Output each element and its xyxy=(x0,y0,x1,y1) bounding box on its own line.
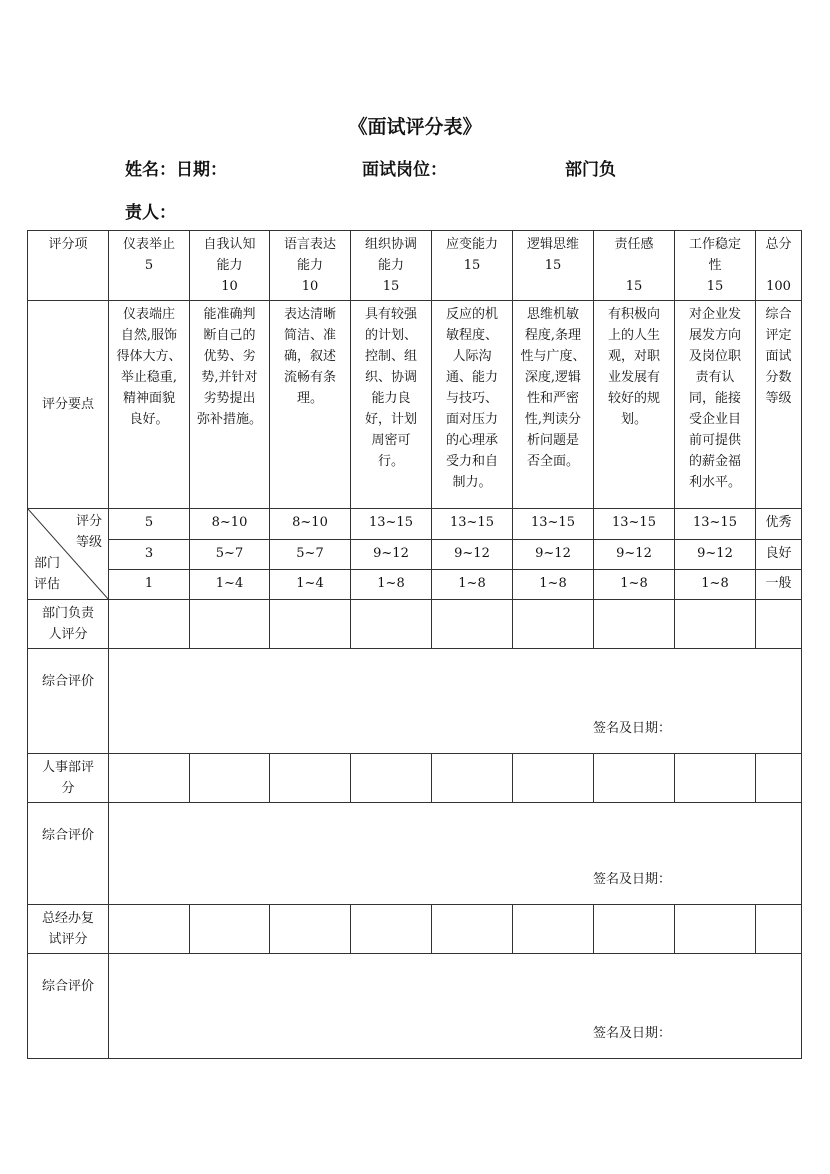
grade-row xyxy=(28,509,802,540)
score-input-cell[interactable] xyxy=(109,754,190,803)
grade-cell: 9~12 xyxy=(675,540,756,570)
grade-cell: 5~7 xyxy=(190,540,270,570)
overall-row xyxy=(28,803,802,905)
score-input-cell[interactable] xyxy=(190,905,270,954)
row-label-item: 评分项 xyxy=(28,231,109,301)
score-input-cell[interactable] xyxy=(432,754,513,803)
score-input-cell[interactable] xyxy=(270,905,351,954)
points-cell: 反应的机 敏程度、 人际沟 通、能力 与技巧、 面对压力 的心理承 受力和自 制力。 xyxy=(432,301,513,509)
hr-score-row xyxy=(28,754,802,803)
score-input-cell[interactable] xyxy=(351,754,432,803)
score-input-cell[interactable] xyxy=(756,754,802,803)
row-label-overall: 综合评价 xyxy=(28,649,109,754)
score-input-cell[interactable] xyxy=(513,754,594,803)
grade-cell: 1~8 xyxy=(513,570,594,600)
score-input-cell[interactable] xyxy=(594,600,675,649)
points-cell: 具有较强 的计划、 控制、组 织、协调 能力良 好，计划 周密可 行。 xyxy=(351,301,432,509)
score-input-cell[interactable] xyxy=(675,754,756,803)
col-header: 逻辑思维 15 xyxy=(513,231,594,301)
grade-cell: 1~8 xyxy=(351,570,432,600)
col-header: 仪表举止 5 xyxy=(109,231,190,301)
grade-cell: 13~15 xyxy=(594,509,675,540)
grade-level: 一般 xyxy=(756,570,802,600)
row-label-hr: 人事部评 分 xyxy=(28,754,109,803)
score-input-cell[interactable] xyxy=(109,905,190,954)
score-table xyxy=(27,230,802,1059)
overall-row xyxy=(28,649,802,754)
col-header: 工作稳定 性 15 xyxy=(675,231,756,301)
points-cell: 能准确判 断自己的 优势、劣 势,并针对 劣势提出 弥补措施。 xyxy=(190,301,270,509)
score-input-cell[interactable] xyxy=(351,905,432,954)
score-input-cell[interactable] xyxy=(594,905,675,954)
score-input-cell[interactable] xyxy=(675,905,756,954)
points-row xyxy=(28,301,802,509)
grade-cell: 9~12 xyxy=(594,540,675,570)
score-input-cell[interactable] xyxy=(190,754,270,803)
row-label-points: 评分要点 xyxy=(28,301,109,509)
score-input-cell[interactable] xyxy=(756,600,802,649)
grade-cell: 5 xyxy=(109,509,190,540)
dept-head-label: 部门负 xyxy=(565,160,616,180)
col-header: 组织协调 能力 15 xyxy=(351,231,432,301)
grade-cell: 13~15 xyxy=(675,509,756,540)
score-input-cell[interactable] xyxy=(270,600,351,649)
col-header: 总分 100 xyxy=(756,231,802,301)
grade-cell: 3 xyxy=(109,540,190,570)
grade-cell: 8~10 xyxy=(190,509,270,540)
dept-head-label-cont: 责人： xyxy=(125,203,176,223)
score-input-cell[interactable] xyxy=(513,600,594,649)
score-input-cell[interactable] xyxy=(270,754,351,803)
name-date-label: 姓名：日期： xyxy=(125,160,227,180)
signature-date[interactable]: 签名及日期： xyxy=(109,649,802,754)
grade-cell: 13~15 xyxy=(432,509,513,540)
points-cell: 表达清晰 简洁、准 确，叙述 流畅有条 理。 xyxy=(270,301,351,509)
signature-date[interactable]: 签名及日期： xyxy=(109,954,802,1059)
row-label-dept-head: 部门负责 人评分 xyxy=(28,600,109,649)
points-cell: 仪表端庄 自然,服饰 得体大方、 举止稳重, 精神面貌 良好。 xyxy=(109,301,190,509)
grade-level: 良好 xyxy=(756,540,802,570)
score-input-cell[interactable] xyxy=(432,600,513,649)
score-input-cell[interactable] xyxy=(513,905,594,954)
grade-cell: 5~7 xyxy=(270,540,351,570)
grade-row xyxy=(28,540,802,570)
grade-cell: 1~4 xyxy=(270,570,351,600)
col-header: 语言表达 能力 10 xyxy=(270,231,351,301)
grade-cell: 1~8 xyxy=(675,570,756,600)
points-cell: 思维机敏 程度,条理 性与广度、 深度,逻辑 性和严密 性,判读分 析问题是 否全面。 xyxy=(513,301,594,509)
row-label-overall: 综合评价 xyxy=(28,954,109,1059)
grade-row xyxy=(28,570,802,600)
score-input-cell[interactable] xyxy=(351,600,432,649)
grade-label: 评分 等级 xyxy=(75,514,102,550)
gm-score-row xyxy=(28,905,802,954)
score-input-cell[interactable] xyxy=(756,905,802,954)
score-input-cell[interactable] xyxy=(109,600,190,649)
dept-head-score-row xyxy=(28,600,802,649)
row-label-overall: 综合评价 xyxy=(28,803,109,905)
form-title: 《面试评分表》 xyxy=(348,116,482,138)
signature-date[interactable]: 签名及日期： xyxy=(109,803,802,905)
score-input-cell[interactable] xyxy=(675,600,756,649)
dept-eval-label: 部门 评估 xyxy=(34,556,61,592)
col-header: 自我认知 能力 10 xyxy=(190,231,270,301)
grade-cell: 1~8 xyxy=(594,570,675,600)
grade-cell: 1 xyxy=(109,570,190,600)
grade-cell: 9~12 xyxy=(513,540,594,570)
row-label-gm: 总经办复 试评分 xyxy=(28,905,109,954)
points-cell: 综合 评定 面试 分数 等级 xyxy=(756,301,802,509)
points-cell: 有积极向 上的人生 观，对职 业发展有 较好的规 划。 xyxy=(594,301,675,509)
diagonal-header-cell xyxy=(28,509,109,600)
grade-cell: 1~4 xyxy=(190,570,270,600)
overall-row xyxy=(28,954,802,1059)
position-label: 面试岗位： xyxy=(362,160,447,180)
grade-cell: 13~15 xyxy=(351,509,432,540)
grade-level: 优秀 xyxy=(756,509,802,540)
points-cell: 对企业发 展发方向 及岗位职 责有认 同，能接 受企业目 前可提供 的薪金福 利水平。 xyxy=(675,301,756,509)
header-row xyxy=(28,231,802,301)
grade-cell: 1~8 xyxy=(432,570,513,600)
score-input-cell[interactable] xyxy=(190,600,270,649)
col-header: 责任感 15 xyxy=(594,231,675,301)
score-input-cell[interactable] xyxy=(594,754,675,803)
grade-cell: 9~12 xyxy=(351,540,432,570)
grade-cell: 9~12 xyxy=(432,540,513,570)
score-input-cell[interactable] xyxy=(432,905,513,954)
grade-cell: 13~15 xyxy=(513,509,594,540)
col-header: 应变能力 15 xyxy=(432,231,513,301)
grade-cell: 8~10 xyxy=(270,509,351,540)
